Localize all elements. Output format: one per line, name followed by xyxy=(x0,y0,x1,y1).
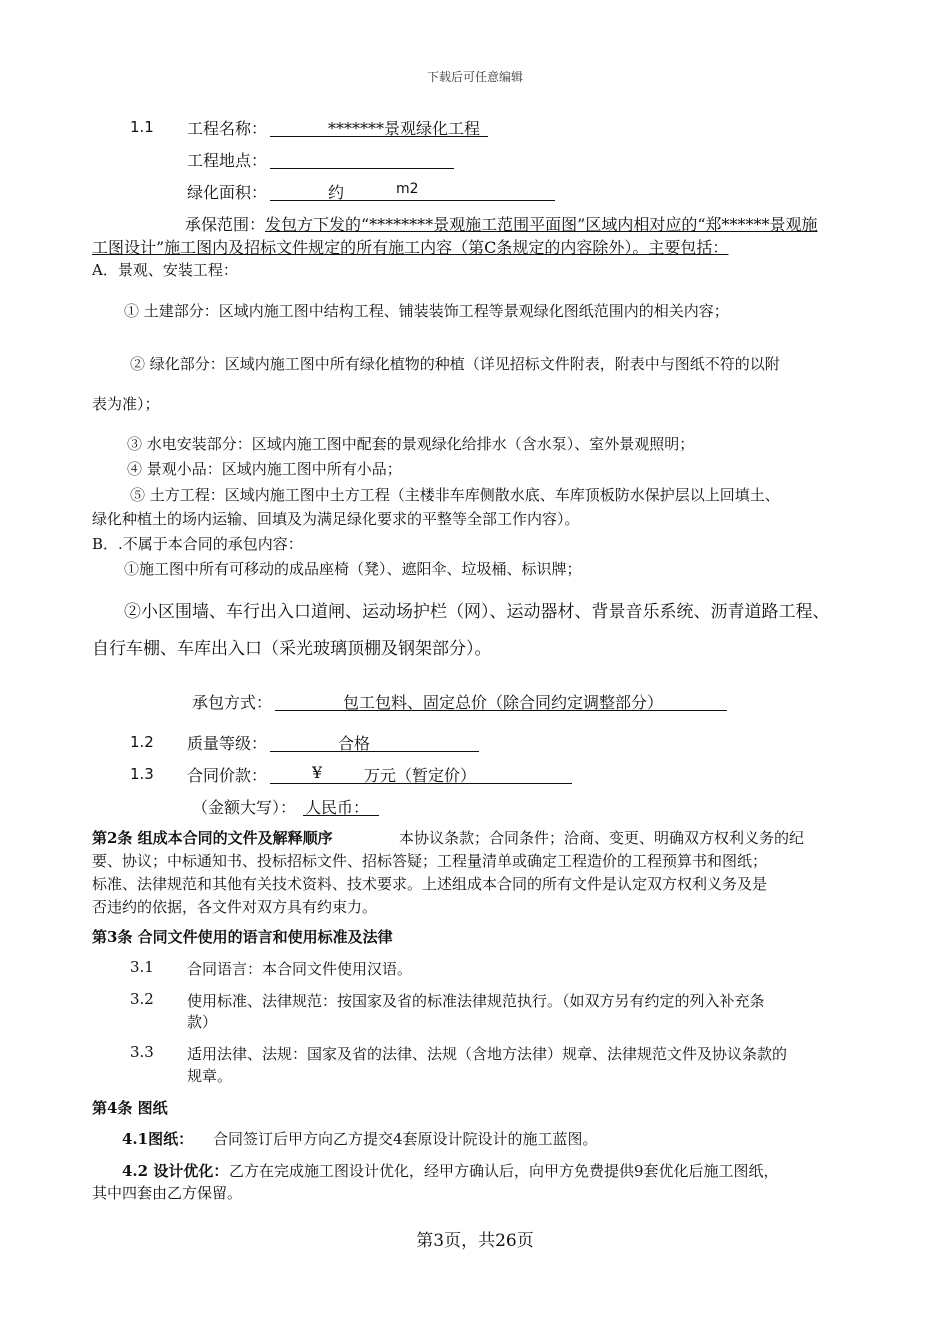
capital-amount-value: 人民币： xyxy=(305,798,370,817)
article-2-title: 第2条 组成本合同的文件及解释顺序 xyxy=(92,829,333,847)
clause-3-1-number: 3.1 xyxy=(130,958,154,976)
contract-mode-field xyxy=(275,690,727,711)
contract-mode-label: 承包方式： xyxy=(192,693,273,712)
article-2-line-2: 要、协议；中标通知书、投标招标文件、招标答疑；工程量清单或确定工程造价的工程预算书和图纸； xyxy=(92,852,768,870)
project-name-label: 工程名称： xyxy=(187,119,268,138)
clause-3-2-line-1: 使用标准、法律规范：按国家及省的标准法律规范执行。（如双方另有约定的列入补充条 xyxy=(187,992,765,1010)
article-4-title: 第4条 图纸 xyxy=(92,1099,168,1117)
clause-4-1-text: 合同签订后甲方向乙方提交4套原设计院设计的施工蓝图。 xyxy=(213,1130,598,1148)
project-name-value: *******景观绿化工程 xyxy=(328,119,481,138)
capital-amount-field xyxy=(303,795,379,816)
part-b-title: B．.不属于本合同的承包内容： xyxy=(92,535,303,553)
currency-symbol: ¥ xyxy=(312,763,323,782)
clause-4-2-line-2: 其中四套由乙方保留。 xyxy=(92,1184,243,1202)
quality-label: 质量等级： xyxy=(187,734,268,753)
part-a-item-2-line-2: 表为准）； xyxy=(92,395,160,413)
clause-3-3-number: 3.3 xyxy=(130,1043,154,1061)
quality-value: 合格 xyxy=(338,734,371,753)
project-name-field xyxy=(270,116,488,137)
part-b-item-2-line-2: 自行车棚、车库出入口（采光玻璃顶棚及钢架部分）。 xyxy=(92,639,492,659)
clause-3-2-number: 3.2 xyxy=(130,990,154,1008)
part-a-item-5-line-1: ⑤ 土方工程：区域内施工图中土方工程（主楼非车库侧散水底、车库顶板防水保护层以上回填土、 xyxy=(130,486,780,504)
clause-3-3-line-1: 适用法律、法规：国家及省的法律、法规（含地方法律）规章、法律规范文件及协议条款的 xyxy=(187,1045,788,1063)
clause-4-2-line-1: 乙方在完成施工图设计优化，经甲方确认后，向甲方免费提供9套优化后施工图纸， xyxy=(229,1162,779,1180)
capital-amount-label: （金额大写）： xyxy=(192,798,297,817)
contract-mode-value: 包工包料、固定总价（除合同约定调整部分） xyxy=(343,693,664,712)
quality-field xyxy=(270,731,479,752)
section-number-1-3: 1.3 xyxy=(130,765,154,783)
clause-4-1-label: 4.1图纸： xyxy=(122,1130,194,1148)
green-area-unit: m2 xyxy=(396,181,419,197)
green-area-field xyxy=(270,180,555,201)
contract-price-value: 万元（暂定价） xyxy=(364,766,477,785)
page-footer: 第3页，共26页 xyxy=(416,1231,534,1251)
article-3-title: 第3条 合同文件使用的语言和使用标准及法律 xyxy=(92,928,393,946)
part-a-item-3: ③ 水电安装部分：区域内施工图中配套的景观绿化给排水（含水泵）、室外景观照明； xyxy=(127,435,695,453)
green-area-label: 绿化面积： xyxy=(187,183,268,202)
contract-price-field xyxy=(270,763,572,784)
clause-3-3-line-2: 规章。 xyxy=(187,1067,233,1085)
scope-line-2: 工图设计”施工图内及招标文件规定的所有施工内容（第C条规定的内容除外）。主要包括： xyxy=(92,238,729,257)
part-a-item-1: ① 土建部分：区域内施工图中结构工程、铺装装饰工程等景观绿化图纸范围内的相关内容； xyxy=(124,302,729,320)
clause-3-2-line-2: 款） xyxy=(187,1013,218,1031)
green-area-prefix: 约 xyxy=(328,183,345,202)
article-2-line-1: 本协议条款；合同条件；洽商、变更、明确双方权利义务的纪 xyxy=(399,829,805,847)
part-a-item-5-line-2: 绿化种植土的场内运输、回填及为满足绿化要求的平整等全部工作内容）。 xyxy=(92,510,580,528)
section-number-1-1: 1.1 xyxy=(130,118,154,136)
project-location-field xyxy=(270,148,454,169)
article-2-line-3: 标准、法律规范和其他有关技术资料、技术要求。上述组成本合同的所有文件是认定双方权利义务及是 xyxy=(92,875,768,893)
section-number-1-2: 1.2 xyxy=(130,733,154,751)
clause-4-2-label: 4.2 设计优化： xyxy=(122,1162,229,1180)
part-a-item-4: ④ 景观小品：区域内施工图中所有小品； xyxy=(127,460,402,478)
part-b-item-2-line-1: ②小区围墙、车行出入口道闸、运动场护栏（网）、运动器材、背景音乐系统、沥青道路工程、 xyxy=(124,602,830,622)
project-location-label: 工程地点： xyxy=(187,151,268,170)
part-b-item-1: ①施工图中所有可移动的成品座椅（凳）、遮阳伞、垃圾桶、标识牌； xyxy=(124,560,582,578)
clause-3-1-text: 合同语言：本合同文件使用汉语。 xyxy=(187,960,413,978)
scope-label: 承保范围： xyxy=(185,215,266,234)
article-2-line-4: 否违约的依据，各文件对双方具有约束力。 xyxy=(92,898,378,916)
page-header: 下载后可任意编辑 xyxy=(426,70,523,84)
scope-line-1: 发包方下发的“********景观施工范围平面图”区域内相对应的“郑******景观施 xyxy=(265,215,818,234)
contract-price-label: 合同价款： xyxy=(187,766,268,785)
part-a-title: A．景观、安装工程： xyxy=(92,261,238,279)
part-a-item-2-line-1: ② 绿化部分：区域内施工图中所有绿化植物的种植（详见招标文件附表，附表中与图纸不符的以附 xyxy=(130,355,780,373)
